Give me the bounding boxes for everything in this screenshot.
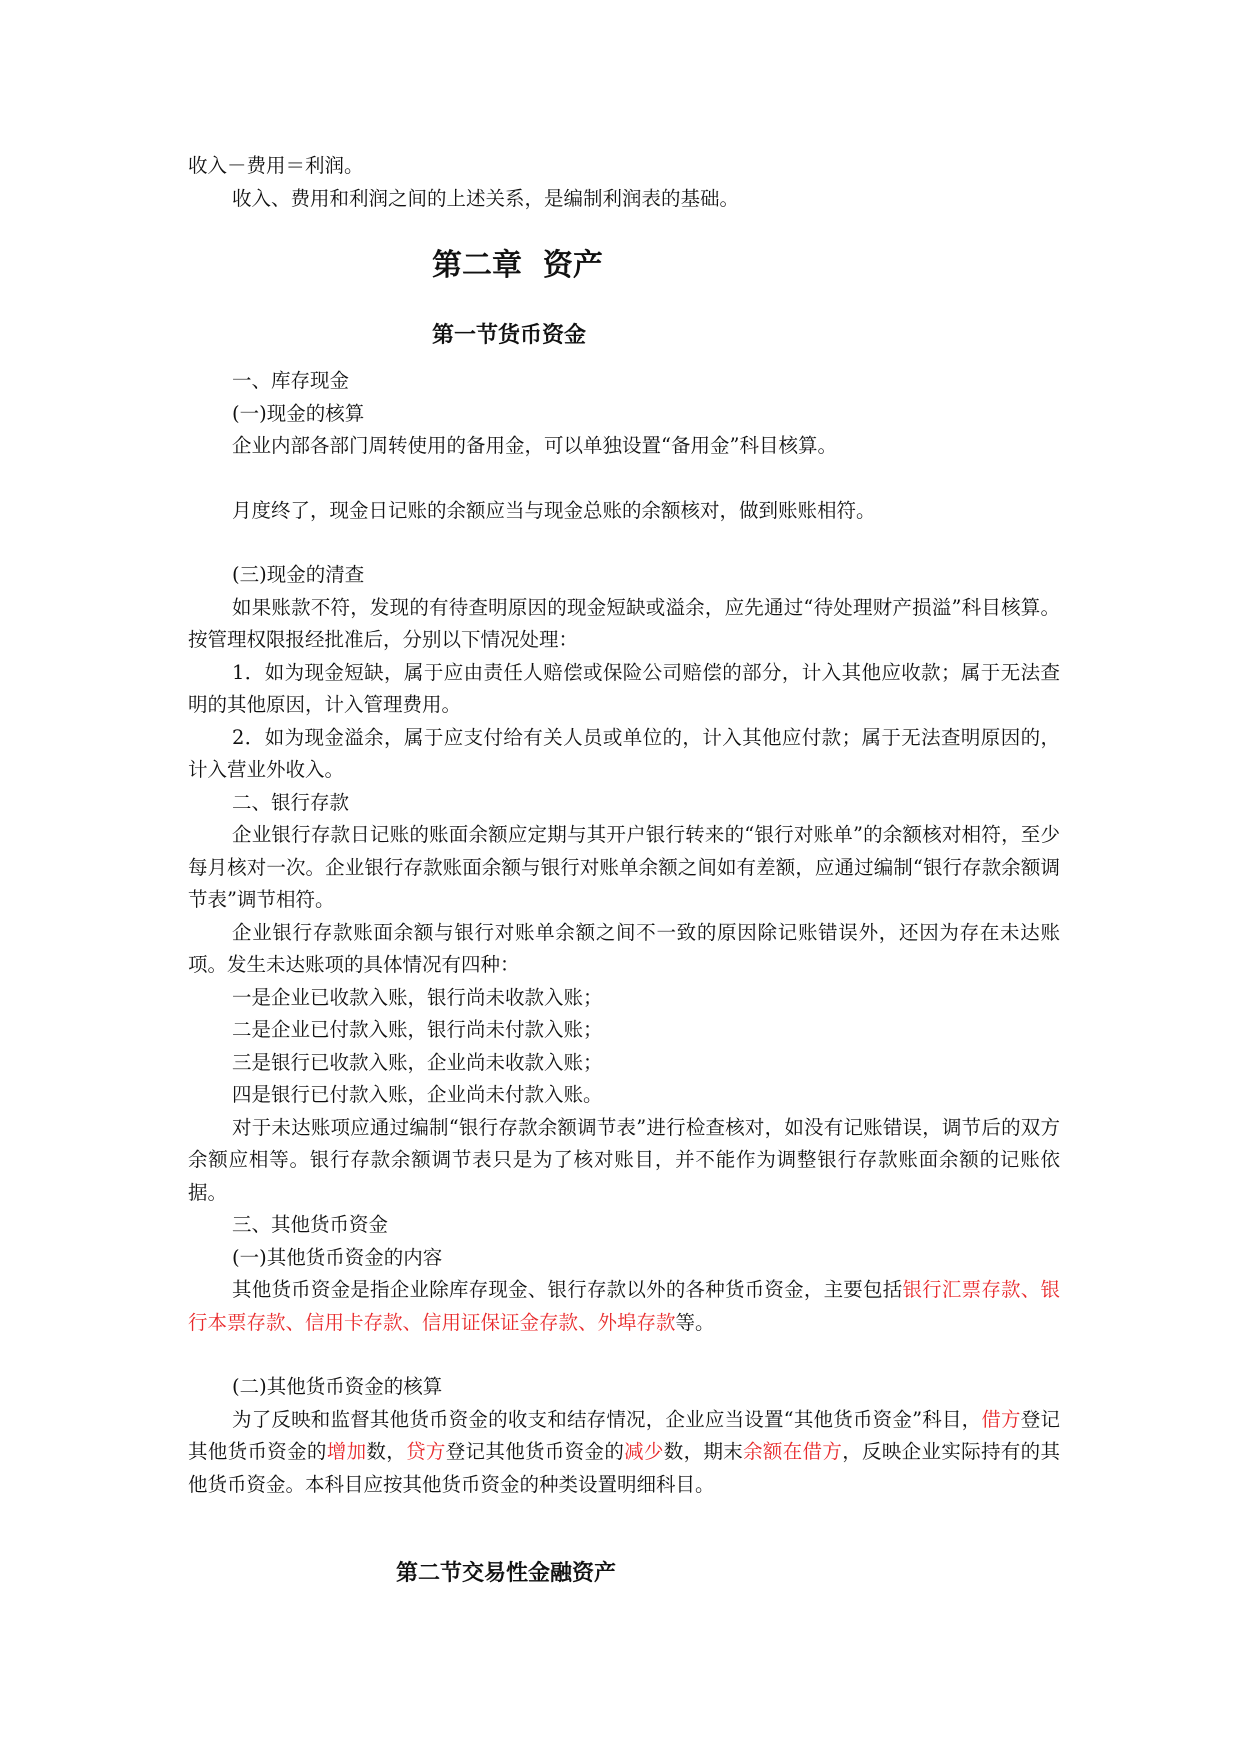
- highlighted-text: 增加: [326, 1440, 367, 1463]
- text: 等。: [675, 1310, 715, 1334]
- text: 其他货币资金是指企业除库存现金、银行存款以外的各种货币资金，主要包括: [232, 1278, 903, 1301]
- text: 登记其他货币资金的: [188, 1407, 1060, 1463]
- paragraph: 企业内部各部门周转使用的备用金，可以单独设置“备用金”科目核算。: [232, 434, 837, 457]
- subheading-other-accounting: (二)其他货币资金的核算: [232, 1375, 443, 1398]
- paragraph: [188, 1404, 1060, 1502]
- list-item: 二是企业已付款入账，银行尚未付款入账；: [232, 1018, 603, 1041]
- text: ，反映企业实际持有的其他货币资金。本科目应按其他货币资金的种类设置明细科目。: [188, 1440, 1060, 1496]
- section-title: 第二节交易性金融资产: [396, 1561, 617, 1586]
- list-item: 三是银行已收款入账，企业尚未收款入账；: [232, 1050, 603, 1074]
- equation-line: 收入－费用＝利润。: [188, 154, 364, 177]
- subheading-cash-accounting: (一)现金的核算: [232, 401, 365, 425]
- paragraph: 企业银行存款日记账的账面余额应定期与其开户银行转来的“银行对账单”的余额核对相符，至少每月核对一次。企业银行存款账面余额与银行对账单余额之间如有差额，应通过编制“银行存款余额调节表”调节相符。: [188, 823, 1060, 911]
- text: 数，期末: [663, 1440, 744, 1463]
- paragraph: 企业银行存款账面余额与银行对账单余额之间不一致的原因除记账错误外，还因为存在未达账项。发生未达账项的具体情况有四种：: [188, 920, 1060, 976]
- paragraph: 月度终了，现金日记账的余额应当与现金总账的余额核对，做到账账相符。: [232, 498, 876, 522]
- paragraph: 对于未达账项应通过编制“银行存款余额调节表”进行检查核对，如没有记账错误，调节后的双方余额应相等。银行存款余额调节表只是为了核对账目，并不能作为调整银行存款账面余额的记账依据。: [188, 1115, 1060, 1204]
- heading-cash: 一、库存现金: [232, 369, 350, 392]
- highlighted-text: 贷方: [406, 1440, 446, 1463]
- highlighted-text: 借方: [981, 1407, 1021, 1431]
- paragraph: 收入、费用和利润之间的上述关系，是编制利润表的基础。: [232, 186, 740, 210]
- list-item: 一是企业已收款入账，银行尚未收款入账；: [232, 985, 603, 1009]
- highlighted-text: 银行汇票存款、银行本票存款、信用卡存款、信用证保证金存款、外埠存款: [188, 1278, 1060, 1334]
- subheading-other-content: (一)其他货币资金的内容: [232, 1245, 443, 1269]
- paragraph: 1．如为现金短缺，属于应由责任人赔偿或保险公司赔偿的部分，计入其他应收款；属于无法查明的其他原因，计入管理费用。: [188, 660, 1060, 716]
- text: 登记其他货币资金的: [445, 1440, 625, 1463]
- chapter-title: 第二章 资产: [432, 248, 603, 283]
- heading-bank: 二、银行存款: [232, 790, 350, 814]
- paragraph: 2．如为现金溢余，属于应支付给有关人员或单位的，计入其他应付款；属于无法查明原因的，计入营业外收入。: [188, 725, 1060, 781]
- paragraph: [188, 1274, 1060, 1339]
- paragraph: 如果账款不符，发现的有待查明原因的现金短缺或溢余，应先通过“待处理财产损溢”科目核算。按管理权限报经批准后，分别以下情况处理：: [188, 595, 1060, 651]
- subheading-cash-check: (三)现金的清查: [232, 563, 365, 586]
- document-body: [188, 150, 1060, 1501]
- text: 为了反映和监督其他货币资金的收支和结存情况，企业应当设置“其他货币资金”科目，: [232, 1407, 982, 1431]
- text: 数，: [366, 1440, 407, 1463]
- list-item: 四是银行已付款入账，企业尚未付款入账。: [232, 1083, 603, 1106]
- section-title: 第一节货币资金: [432, 323, 587, 348]
- highlighted-text: 余额在借方: [743, 1440, 843, 1463]
- highlighted-text: 减少: [624, 1440, 664, 1463]
- heading-other-funds: 三、其他货币资金: [232, 1213, 389, 1236]
